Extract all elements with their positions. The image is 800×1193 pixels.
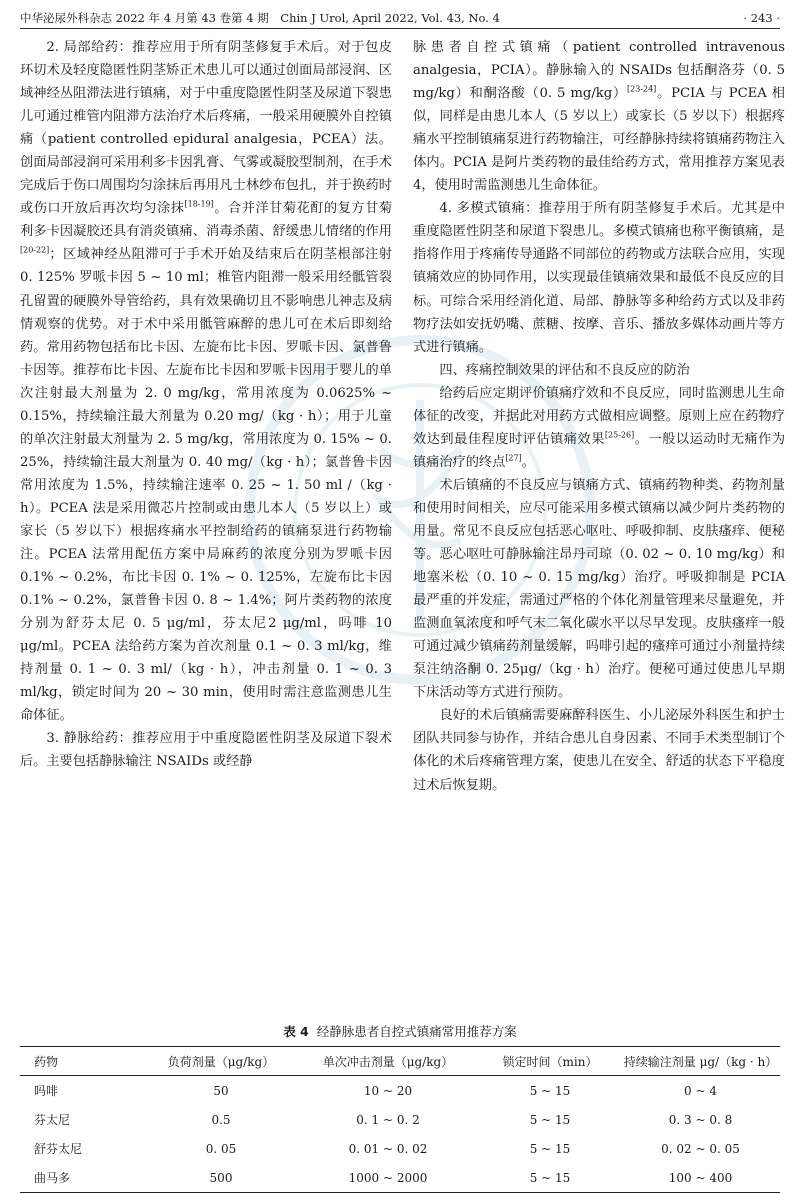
table-cell: 5 ~ 15 <box>479 1163 621 1193</box>
table-cell: 0. 3 ~ 0. 8 <box>668 1112 733 1127</box>
table-cell: 50 <box>213 1083 229 1098</box>
citation-ref: [23-24] <box>627 84 657 94</box>
table-cell: 10 ~ 20 <box>363 1083 413 1098</box>
table-4 <box>20 1022 780 1193</box>
citation-ref: [20-22] <box>20 246 50 256</box>
table-cell: 5 ~ 15 <box>529 1083 571 1098</box>
citation-ref: [25-26] <box>604 430 635 440</box>
journal-citation: 中华泌尿外科杂志 2022 年 4 月第 43 卷第 4 期 Chin J Urol, April 2022, Vol. 43, No. 4 <box>20 11 500 25</box>
col-header-loading-dose: 负荷剂量（μg/kg） <box>145 1047 297 1076</box>
table-row <box>20 1134 780 1163</box>
section-multimodal-analgesia: 4. 多模式镇痛：推荐用于所有阴茎修复手术后。尤其是中重度隐匿性阴茎和尿道下裂患儿。多模式镇痛也称平衡镇痛，是指将作用于疼痛传导通路不同部位的药物或方法联合应用，实现镇痛效应的协同作用，以实现最佳镇痛效果和最低不良反应的目标。可综合采用经消化道、局部、静脉等多种给药方式以及非药物疗法如安抚奶嘴、蔗糖、按摩、音乐、播放多媒体动画片等方式进行镇痛。 <box>413 201 785 355</box>
citation-ref: [18-19] <box>184 199 214 209</box>
table-cell: 5 ~ 15 <box>529 1112 571 1127</box>
table-cell: 5 ~ 15 <box>529 1141 571 1156</box>
page-number: · 243 · <box>743 11 780 25</box>
section-iv-administration-start: 3. 静脉给药：推荐应用于中重度隐匿性阴茎及尿道下裂术后。主要包括静脉输注 NSAIDs 或经静 <box>20 731 392 770</box>
paragraph-evaluation: 给药后应定期评价镇痛疗效和不良反应，同时监测患儿生命体征的改变，并据此对用药方式做相应调整。原则上应在药物疗效达到最佳程度时评估镇痛效果[25-26]。一般以运动时无痛作为镇痛治疗的终点[27]。 <box>413 385 786 470</box>
col-header-drug: 药物 <box>20 1047 145 1076</box>
table-cell: 1000 ~ 2000 <box>297 1163 479 1193</box>
left-column <box>20 36 392 774</box>
table-cell: 0. 1 ~ 0. 2 <box>356 1112 420 1127</box>
table-cell: 0. 01 ~ 0. 02 <box>348 1141 428 1156</box>
table-row <box>20 1076 780 1106</box>
table-cell: 曲马多 <box>20 1163 145 1193</box>
section-iv-administration-cont: 脉患者自控式镇痛（patient controlled intravenous analgesia，PCIA）。静脉输入的 NSAIDs 包括酮洛芬（0. 5 mg/kg）和酮洛酸（0. 5 mg/kg）[23-24]。PCIA 与 PCEA 相似，同样是由患儿本人（5 岁以上）或家长（5 岁以下）根据疼痛水平控制镇痛泵进行药物输注，可经静脉持续将镇痛药物注入体内。PCIA 是阿片类药物的最佳给药方式，常用推荐方案见表 4，使用时需监测患儿生命体征。 <box>413 40 785 194</box>
table-title: 经静脉患者自控式镇痛常用推荐方案 <box>316 1024 517 1039</box>
col-header-infusion-dose: 持续输注剂量 μg/（kg · h） <box>621 1047 780 1076</box>
paragraph-adverse-reactions: 术后镇痛的不良反应与镇痛方式、镇痛药物种类、药物剂量和使用时间相关，应尽可能采用多模式镇痛以减少阿片类药物的用量。常见不良反应包括恶心呕吐、呼吸抑制、皮肤瘙痒、便秘等。恶心呕吐可静脉输注昂丹司琼（0. 02 ~ 0. 10 mg/kg）和地塞米松（0. 10 ~ 0. 15 mg/kg）治疗。呼吸抑制是 PCIA 最严重的并发症，需通过严格的个体化剂量管理来尽量避免，并监测血氧浓度和呼气末二氧化碳水平以尽早发现。皮肤瘙痒一般可通过减少镇痛药剂量缓解，吗啡引起的瘙痒可通过小剂量持续泵注纳洛酮 0. 25μg/（kg · h）治疗。便秘可通过使患儿早期下床活动等方式进行预防。 <box>413 477 785 701</box>
table-caption <box>20 1022 780 1042</box>
col-header-lockout-time: 锁定时间（min） <box>479 1047 621 1076</box>
table-cell: 500 <box>145 1163 297 1193</box>
pcia-regimen-table <box>20 1046 780 1193</box>
table-number: 表 4 <box>283 1024 309 1039</box>
table-cell: 0. 02 ~ 0. 05 <box>661 1141 740 1156</box>
section-heading-evaluation: 四、疼痛控制效果的评估和不良反应的防治 <box>439 362 690 378</box>
paragraph-conclusion: 良好的术后镇痛需要麻醉科医生、小儿泌尿外科医生和护士团队共同参与协作，并结合患儿自身因素、不同手术类型制订个体化的术后疼痛管理方案，使患儿在安全、舒适的状态下平稳度过术后恢复期。 <box>413 708 785 793</box>
citation-ref: [27] <box>505 453 522 463</box>
running-head <box>20 8 780 29</box>
table-cell: 0 ~ 4 <box>684 1083 717 1098</box>
table-cell: 0. 05 <box>205 1141 237 1156</box>
table-row <box>20 1105 780 1134</box>
table-row <box>20 1163 780 1193</box>
table-cell: 0.5 <box>211 1112 231 1127</box>
table-header-row <box>20 1047 780 1076</box>
section-local-administration: 2. 局部给药：推荐应用于所有阴茎修复手术后。对于包皮环切术及轻度隐匿性阴茎矫正术患儿可以通过创面局部浸润、区域神经丛阻滞法进行镇痛，对于中重度隐匿性阴茎及尿道下裂患儿可通过椎管内阻滞方法治疗术后疼痛，一般采用硬膜外自控镇痛（patient controlled epidural analgesia，PCEA）法。创面局部浸润可采用利多卡因乳膏、气雾或凝胶型制剂，在手术完成后于伤口周围均匀涂抹后再用凡士林纱布包扎，并于换药时或伤口开放后再次均匀涂抹[18-19]。合并洋甘菊花酊的复方甘菊利多卡因凝胶还具有消炎镇痛、消毒杀菌、舒缓患儿情绪的作用[20-22]；区域神经丛阻滞可于手术开始及结束后在阴茎根部注射 0. 125% 罗哌卡因 5 ~ 10 ml；椎管内阻滞一般采用经骶管裂孔留置的硬膜外导管给药，具有效果确切且不影响患儿神志及病情观察的优势。对于术中采用骶管麻醉的患儿可在术后即刻给药。常用药物包括布比卡因、左旋布比卡因、罗哌卡因、氯普鲁卡因等。推荐布比卡因、左旋布比卡因和罗哌卡因用于婴儿的单次注射最大剂量为 2. 0 mg/kg，常用浓度为 0.0625% ~ 0.15%，持续输注最大剂量为 0.20 mg/（kg · h）；用于儿童的单次注射最大剂量为 2. 5 mg/kg，常用浓度为 0. 15% ~ 0. 25%，持续输注最大剂量为 0. 40 mg/（kg · h）；氯普鲁卡因常用浓度为 1.5%，持续输注速率 0. 25 ~ 1. 50 ml /（kg · h）。PCEA 法是采用微芯片控制或由患儿本人（5 岁以上）或家长（5 岁以下）根据疼痛水平控制给药的镇痛泵进行药物输注。PCEA 法常用配伍方案中局麻药的浓度分别为罗哌卡因0.1% ~ 0.2%，布比卡因 0. 1% ~ 0. 125%，左旋布比卡因 0.1% ~ 0.2%，氯普鲁卡因 0. 8 ~ 1.4%；阿片类药物的浓度分别为舒芬太尼 0. 5 μg/ml，芬太尼2 μg/ml，吗啡 10 μg/ml。PCEA 法给药方案为首次剂量 0.1 ~ 0. 3 ml/kg，维持剂量 0. 1 ~ 0. 3 ml/（kg · h），冲击剂量 0. 1 ~ 0. 3 ml/kg，锁定时间为 20 ~ 30 min，使用时需注意监测患儿生命体征。 <box>20 40 393 724</box>
right-column <box>413 36 785 797</box>
table-cell: 吗啡 <box>34 1084 59 1098</box>
table-cell: 100 ~ 400 <box>621 1163 780 1193</box>
col-header-bolus-dose: 单次冲击剂量（μg/kg） <box>297 1047 479 1076</box>
table-cell: 芬太尼 <box>34 1113 71 1127</box>
table-cell: 舒芬太尼 <box>34 1142 83 1156</box>
